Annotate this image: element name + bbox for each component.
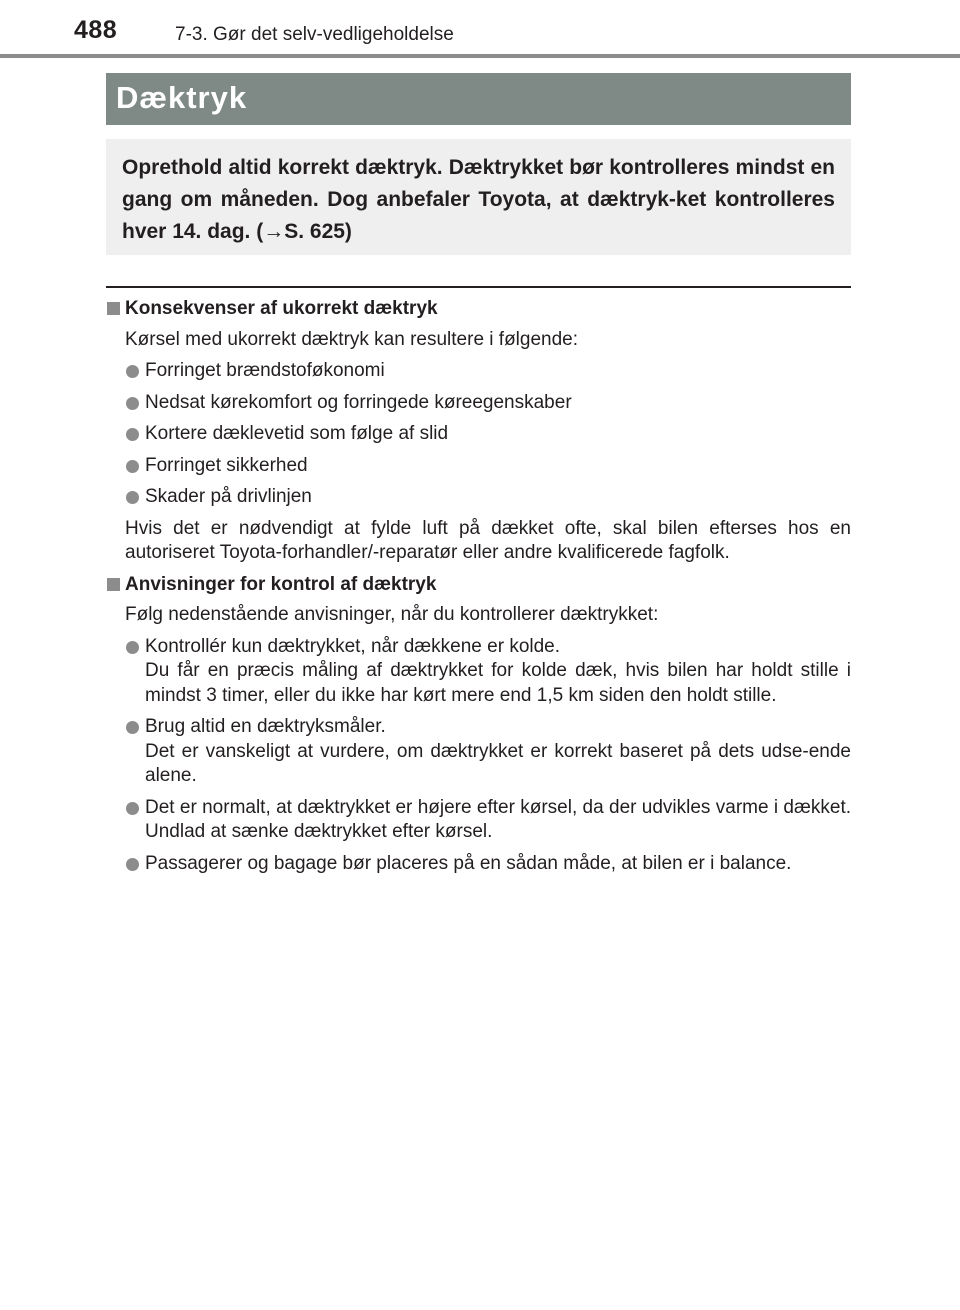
- consequence-item: [106, 422, 851, 447]
- page-number: 488: [74, 16, 118, 44]
- chapter-title: 7-3. Gør det selv-vedligeholdelse: [175, 24, 454, 45]
- consequences-lead: Kørsel med ukorrekt dæktryk kan resultere i følgende:: [125, 328, 579, 350]
- round-bullet-icon: [126, 721, 139, 734]
- consequence-item-text: Forringet sikkerhed: [145, 454, 308, 476]
- instruction-item: [106, 635, 851, 709]
- square-bullet-icon: [107, 302, 120, 315]
- consequence-item: [106, 359, 851, 384]
- instruction-detail: Du får en præcis måling af dæktrykket for kolde dæk, hvis bilen har holdt stille i mindst 3 timer, eller du ikke har kørt mere end 1,5 km siden den holdt stille.: [145, 660, 851, 706]
- consequence-item: [106, 454, 851, 479]
- intro-text: Oprethold altid korrekt dæktryk. Dæktrykket bør kontrolleres mindst en gang om måneden. Dog anbefaler Toyota, at dæktryk-ket kontrolleres hver 14. dag. (→S. 625): [122, 156, 835, 243]
- instruction-item: [106, 796, 851, 845]
- square-bullet-icon: [107, 578, 120, 591]
- consequences-heading-text: Konsekvenser af ukorrekt dæktryk: [125, 298, 438, 319]
- round-bullet-icon: [126, 858, 139, 871]
- content-divider: [106, 286, 851, 288]
- round-bullet-icon: [126, 460, 139, 473]
- header-rule: [0, 54, 960, 58]
- instruction-main: Brug altid en dæktryksmåler.: [145, 716, 386, 737]
- consequence-item-text: Skader på drivlinjen: [145, 486, 312, 507]
- instructions-heading: [106, 573, 851, 598]
- instructions-heading-text: Anvisninger for kontrol af dæktryk: [125, 573, 437, 595]
- round-bullet-icon: [126, 491, 139, 504]
- round-bullet-icon: [126, 802, 139, 815]
- content: [106, 297, 851, 883]
- instruction-item: [106, 715, 851, 789]
- page-header: [0, 0, 960, 60]
- round-bullet-icon: [126, 641, 139, 654]
- instruction-main: Det er normalt, at dæktrykket er højere efter kørsel, da der udvikles varme i dækket. Undlad at sænke dæktrykket efter kørsel.: [145, 796, 851, 842]
- section-title-band: [106, 73, 851, 125]
- instruction-item: [106, 852, 851, 877]
- consequence-item: [106, 485, 851, 510]
- consequence-item-text: Nedsat kørekomfort og forringede køreegenskaber: [145, 391, 572, 413]
- instructions-lead: Følg nedenstående anvisninger, når du kontrollerer dæktrykket:: [125, 604, 659, 625]
- consequences-note: Hvis det er nødvendigt at fylde luft på dækket ofte, skal bilen efterses hos en autoriseret Toyota-forhandler/-reparatør eller andre kvalificerede fagfolk.: [125, 517, 851, 563]
- consequence-item: [106, 391, 851, 416]
- consequences-heading: [106, 297, 851, 322]
- instruction-main: Passagerer og bagage bør placeres på en sådan måde, at bilen er i balance.: [145, 852, 792, 874]
- round-bullet-icon: [126, 428, 139, 441]
- consequence-item-text: Forringet brændstoføkonomi: [145, 360, 385, 381]
- intro-box: [106, 139, 851, 255]
- round-bullet-icon: [126, 397, 139, 410]
- consequence-item-text: Kortere dæklevetid som følge af slid: [145, 423, 449, 444]
- instruction-main: Kontrollér kun dæktrykket, når dækkene er kolde.: [145, 635, 561, 657]
- section-title: Dæktryk: [116, 80, 248, 115]
- instruction-detail: Det er vanskeligt at vurdere, om dæktrykket er korrekt baseret på dets udse-ende alene.: [145, 740, 851, 786]
- round-bullet-icon: [126, 365, 139, 378]
